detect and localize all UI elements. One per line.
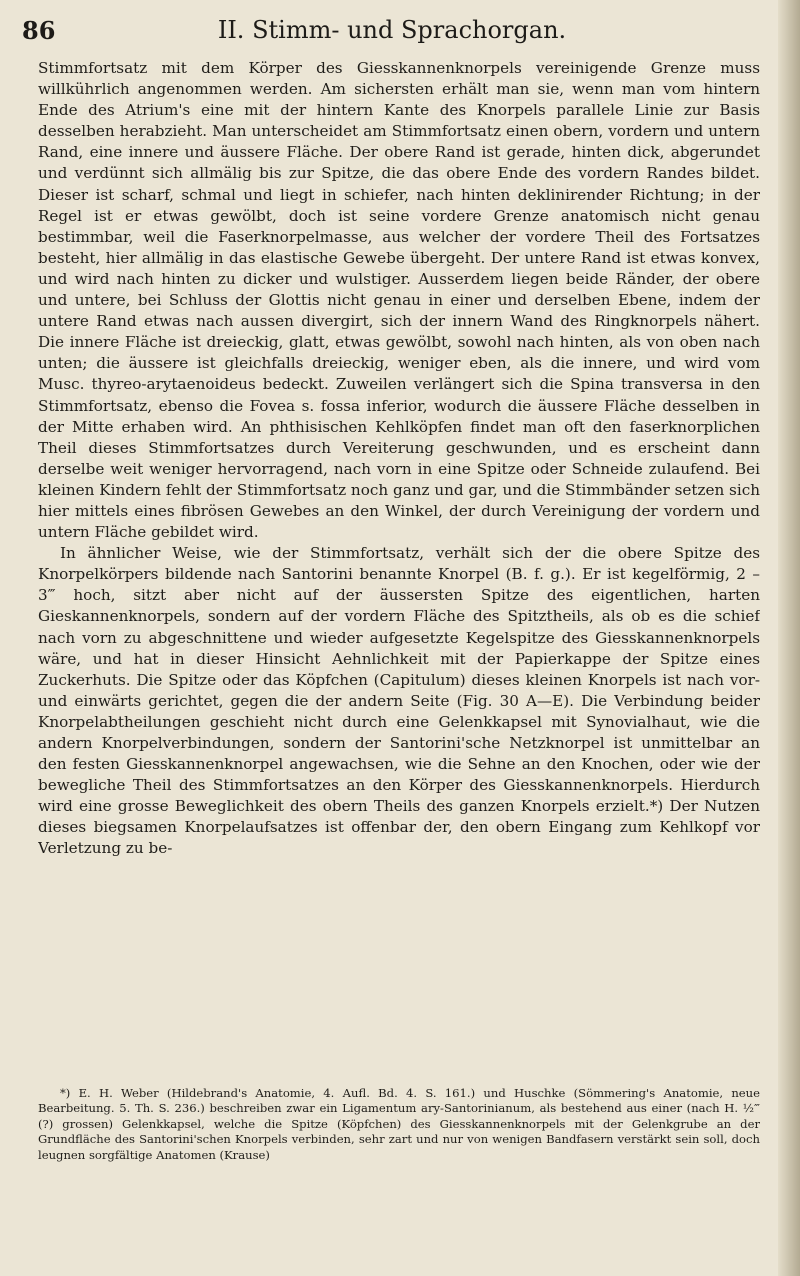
page-header [22, 14, 762, 50]
page-number: 86 [22, 16, 56, 45]
paragraph-2: In ähnlicher Weise, wie der Stimmfortsatz, verhält sich der die obere Spitze des Knorpelkörpers bildende nach Santorini benannte Knorpel (B. f. g.). Er ist kegelförmig, 2 – 3‴ hoch, sitzt aber nicht auf der äussersten Spitze des eigentlichen, harten Gieskannenknorpels, sondern auf der vordern Fläche des Spitztheils, als ob es die schief nach vorn zu abgeschnittene und wieder aufgesetzte Kegelspitze des Giesskannenknorpels wäre, und hat in dieser Hinsicht Aehnlichkeit mit der Papierkappe der Spitze eines Zuckerhuts. Die Spitze oder das Köpfchen (Capitulum) dieses kleinen Knorpels ist nach vor- und einwärts gerichtet, gegen die der andern Seite (Fig. 30 A—E). Die Verbindung beider Knorpelabtheilungen geschieht nicht durch eine Gelenkkapsel mit Synovialhaut, wie die andern Knorpelverbindungen, sondern der Santorini'sche Netzknorpel ist unmittelbar an den festen Giesskannenknorpel angewachsen, wie die Sehne an den Knochen, oder wie der bewegliche Theil des Stimmfortsatzes an den Körper des Giesskannenknorpels. Hierdurch wird eine grosse Beweglichkeit des obern Theils des ganzen Knorpels erzielt.*) Der Nutzen dieses biegsamen Knorpelaufsatzes ist offenbar der, den obern Eingang zum Kehlkopf vor Verletzung zu be- [38, 544, 760, 858]
page-edge-shadow [778, 0, 800, 1276]
body-text [38, 58, 760, 1058]
footnote: *) E. H. Weber (Hildebrand's Anatomie, 4. Aufl. Bd. 4. S. 161.) und Huschke (Sömmering's Anatomie, neue Bearbeitung. 5. Th. S. 236.) beschreiben zwar ein Ligamentum ary-Santorinianum, als bestehend aus einer (nach H. ½‴ (?) grossen) Gelenkkapsel, welche die Spitze (Köpfchen) des Giesskannenknorpels mit der Gelenkgrube an der Grundfläche des Santorini'schen Knorpels verbinden, sehr zart und nur von wenigen Bandfasern verstärkt sein soll, doch leugnen sorgfältige Anatomen (Krause) [38, 1086, 760, 1162]
running-title: II. Stimm- und Sprachorgan. [217, 16, 567, 44]
paragraph-1: Stimmfortsatz mit dem Körper des Giesskannenknorpels vereinigende Grenze muss willkührlich angenommen werden. Am sichersten erhält man sie, wenn man vom hintern Ende des Atrium's eine mit der hintern Kante des Knorpels parallele Linie zur Basis desselben herabzieht. Man unterscheidet am Stimmfortsatz einen obern, vordern und untern Rand, eine innere und äussere Fläche. Der obere Rand ist gerade, hinten dick, abgerundet und verdünnt sich allmälig bis zur Spitze, die das obere Ende des vordern Randes bildet. Dieser ist scharf, schmal und liegt in schiefer, nach hinten deklinirender Richtung; in der Regel ist er etwas gewölbt, doch ist seine vordere Grenze anatomisch nicht genau bestimmbar, weil die Faserknorpelmasse, aus welcher der vordere Theil des Fortsatzes besteht, hier allmälig in das elastische Gewebe übergeht. Der untere Rand ist etwas konvex, und wird nach hinten zu dicker und wulstiger. Ausserdem liegen beide Ränder, der obere und untere, bei Schluss der Glottis nicht genau in einer und derselben Ebene, indem der untere Rand etwas nach aussen divergirt, sich der innern Wand des Ringknorpels nähert. Die innere Fläche ist dreieckig, glatt, etwas gewölbt, sowohl nach hinten, als von oben nach unten; die äussere ist gleichfalls dreieckig, weniger eben, als die innere, und wird vom Musc. thyreo-arytaenoideus bedeckt. Zuweilen verlängert sich die Spina transversa in den Stimmfortsatz, ebenso die Fovea s. fossa inferior, wodurch die äussere Fläche desselben in der Mitte erhaben wird. An phthisischen Kehlköpfen findet man oft den faserknorplichen Theil dieses Stimmfortsatzes durch Vereiterung geschwunden, und es erscheint dann derselbe weit weniger hervorragend, nach vorn in eine Spitze oder Schneide zulaufend. Bei kleinen Kindern fehlt der Stimmfortsatz noch ganz und gar, und die Stimmbänder setzen sich hier mittels eines fibrösen Gewebes an den Winkel, der durch Vereinigung der vordern und untern Fläche gebildet wird. [38, 59, 760, 542]
